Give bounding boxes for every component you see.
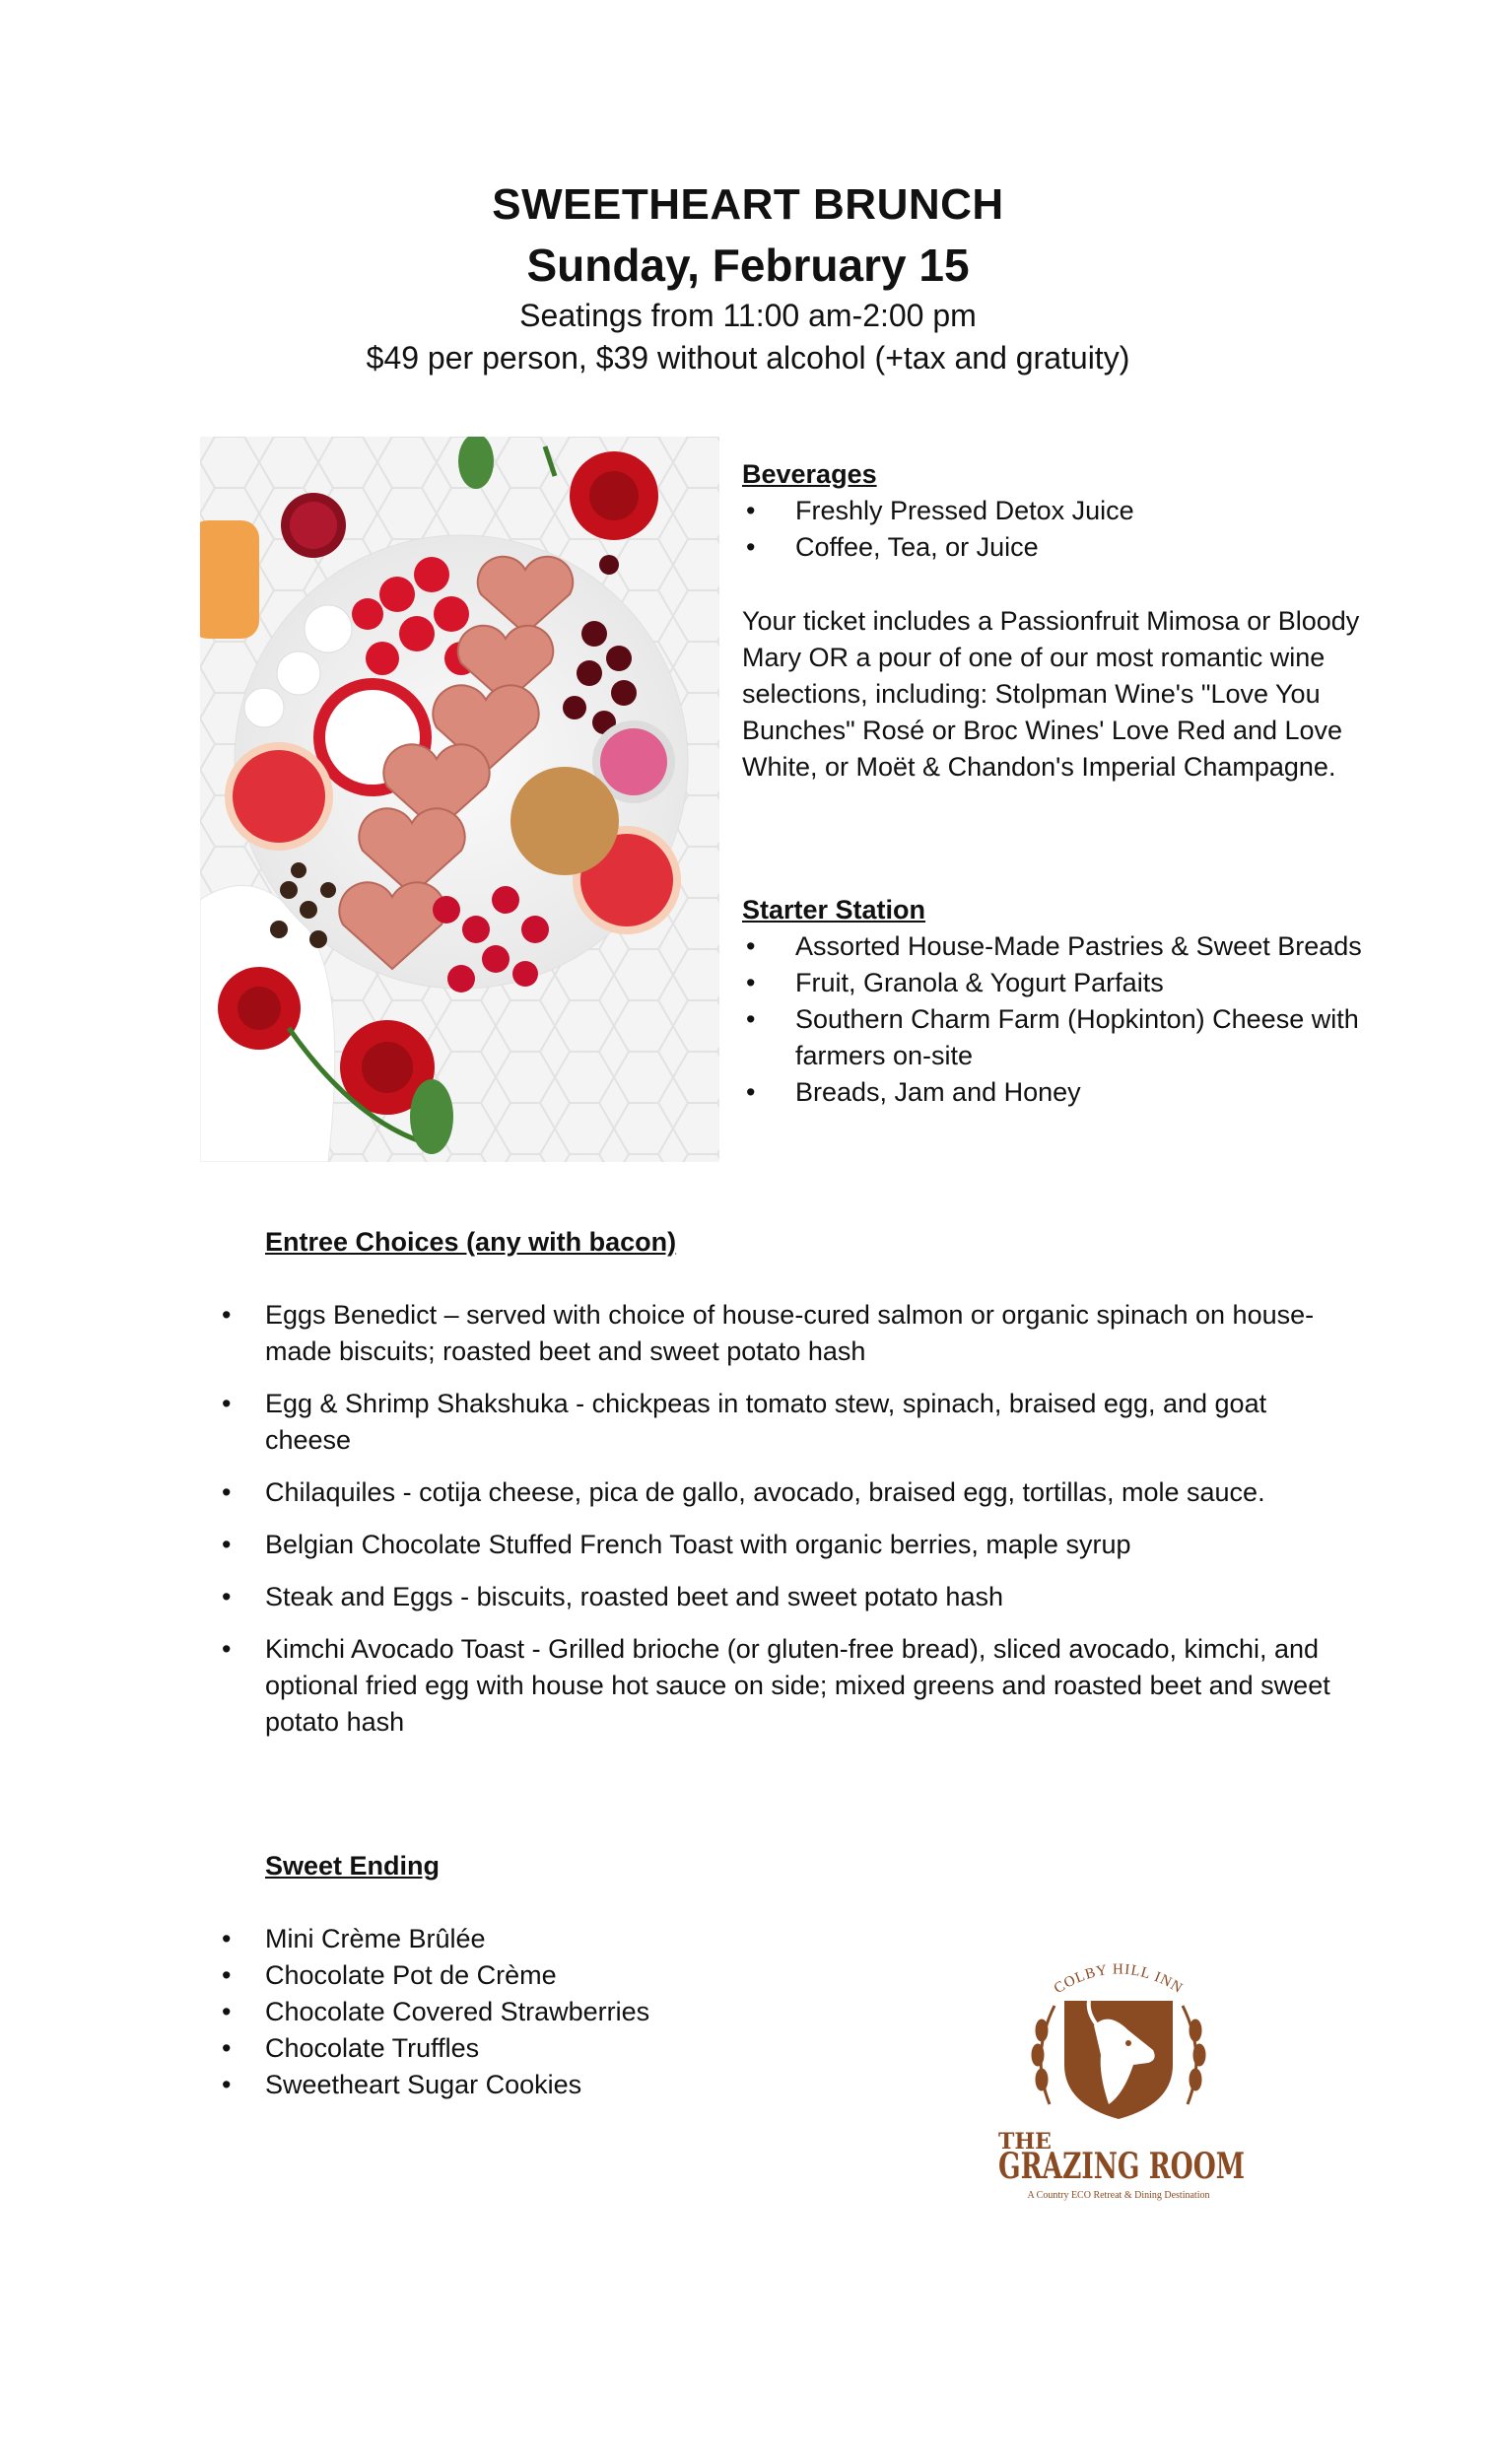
list-item: • Chocolate Truffles bbox=[220, 2030, 910, 2067]
list-item: • Kimchi Avocado Toast - Grilled brioche (or gluten-free bread), sliced avocado, kimchi, and optional fried egg with house hot sauce on side; mixed greens and roasted beet and sweet potato hash bbox=[220, 1631, 1353, 1741]
starter-section bbox=[742, 892, 1363, 1111]
list-item: • Chilaquiles - cotija cheese, pica de gallo, avocado, braised egg, tortillas, mole sauce. bbox=[220, 1474, 1353, 1511]
list-item: • Breads, Jam and Honey bbox=[742, 1074, 1363, 1111]
menu-title: SWEETHEART BRUNCH bbox=[492, 180, 1004, 229]
list-item: • Mini Crème Brûlée bbox=[220, 1921, 910, 1957]
starter-heading: Starter Station bbox=[742, 895, 926, 924]
list-item: • Chocolate Covered Strawberries bbox=[220, 1994, 910, 2030]
list-item: • Fruit, Granola & Yogurt Parfaits bbox=[742, 965, 1363, 1001]
list-item: • Steak and Eggs - biscuits, roasted beet and sweet potato hash bbox=[220, 1579, 1353, 1615]
logo-tagline: A Country ECO Retreat & Dining Destination bbox=[1027, 2190, 1210, 2201]
list-item: • Eggs Benedict – served with choice of house-cured salmon or organic spinach on house-made biscuits; roasted beet and sweet potato hash bbox=[220, 1297, 1353, 1370]
list-item: • Coffee, Tea, or Juice bbox=[742, 529, 1363, 566]
list-item: • Belgian Chocolate Stuffed French Toast with organic berries, maple syrup bbox=[220, 1527, 1353, 1563]
list-item: • Chocolate Pot de Crème bbox=[220, 1957, 910, 1994]
list-item: • Assorted House-Made Pastries & Sweet Breads bbox=[742, 928, 1363, 965]
grazing-room-logo bbox=[971, 1956, 1266, 2203]
list-item: • Egg & Shrimp Shakshuka - chickpeas in tomato stew, spinach, braised egg, and goat cheese bbox=[220, 1386, 1353, 1459]
list-item: • Southern Charm Farm (Hopkinton) Cheese with farmers on-site bbox=[742, 1001, 1363, 1074]
logo-arc-text: COLBY HILL INN bbox=[1051, 1961, 1187, 1998]
sweet-heading: Sweet Ending bbox=[265, 1851, 441, 1881]
beverage-note: Your ticket includes a Passionfruit Mimosa or Bloody Mary OR a pour of one of our most romantic wine selections, including: Stolpman Wine's "Love You Bunches" Rosé or Broc Wines' Love Red and Love White, or Moët & Chandon's Imperial Champagne. bbox=[742, 606, 1360, 782]
beverages-heading: Beverages bbox=[742, 459, 877, 489]
price-line: $49 per person, $39 without alcohol (+tax and gratuity) bbox=[366, 340, 1130, 376]
sweet-section bbox=[220, 1848, 910, 2103]
logo-line2: GRAZING ROOM bbox=[998, 2146, 1245, 2187]
logo-line1: THE bbox=[998, 2129, 1052, 2155]
seating-times: Seatings from 11:00 am-2:00 pm bbox=[519, 298, 977, 333]
beverages-section bbox=[742, 456, 1363, 566]
list-item: • Freshly Pressed Detox Juice bbox=[742, 493, 1363, 529]
event-date: Sunday, February 15 bbox=[526, 240, 970, 291]
entree-section bbox=[220, 1224, 1353, 1756]
entree-heading: Entree Choices (any with bacon) bbox=[265, 1227, 677, 1257]
list-item: • Sweetheart Sugar Cookies bbox=[220, 2067, 910, 2103]
brunch-board-photo bbox=[200, 437, 719, 1162]
